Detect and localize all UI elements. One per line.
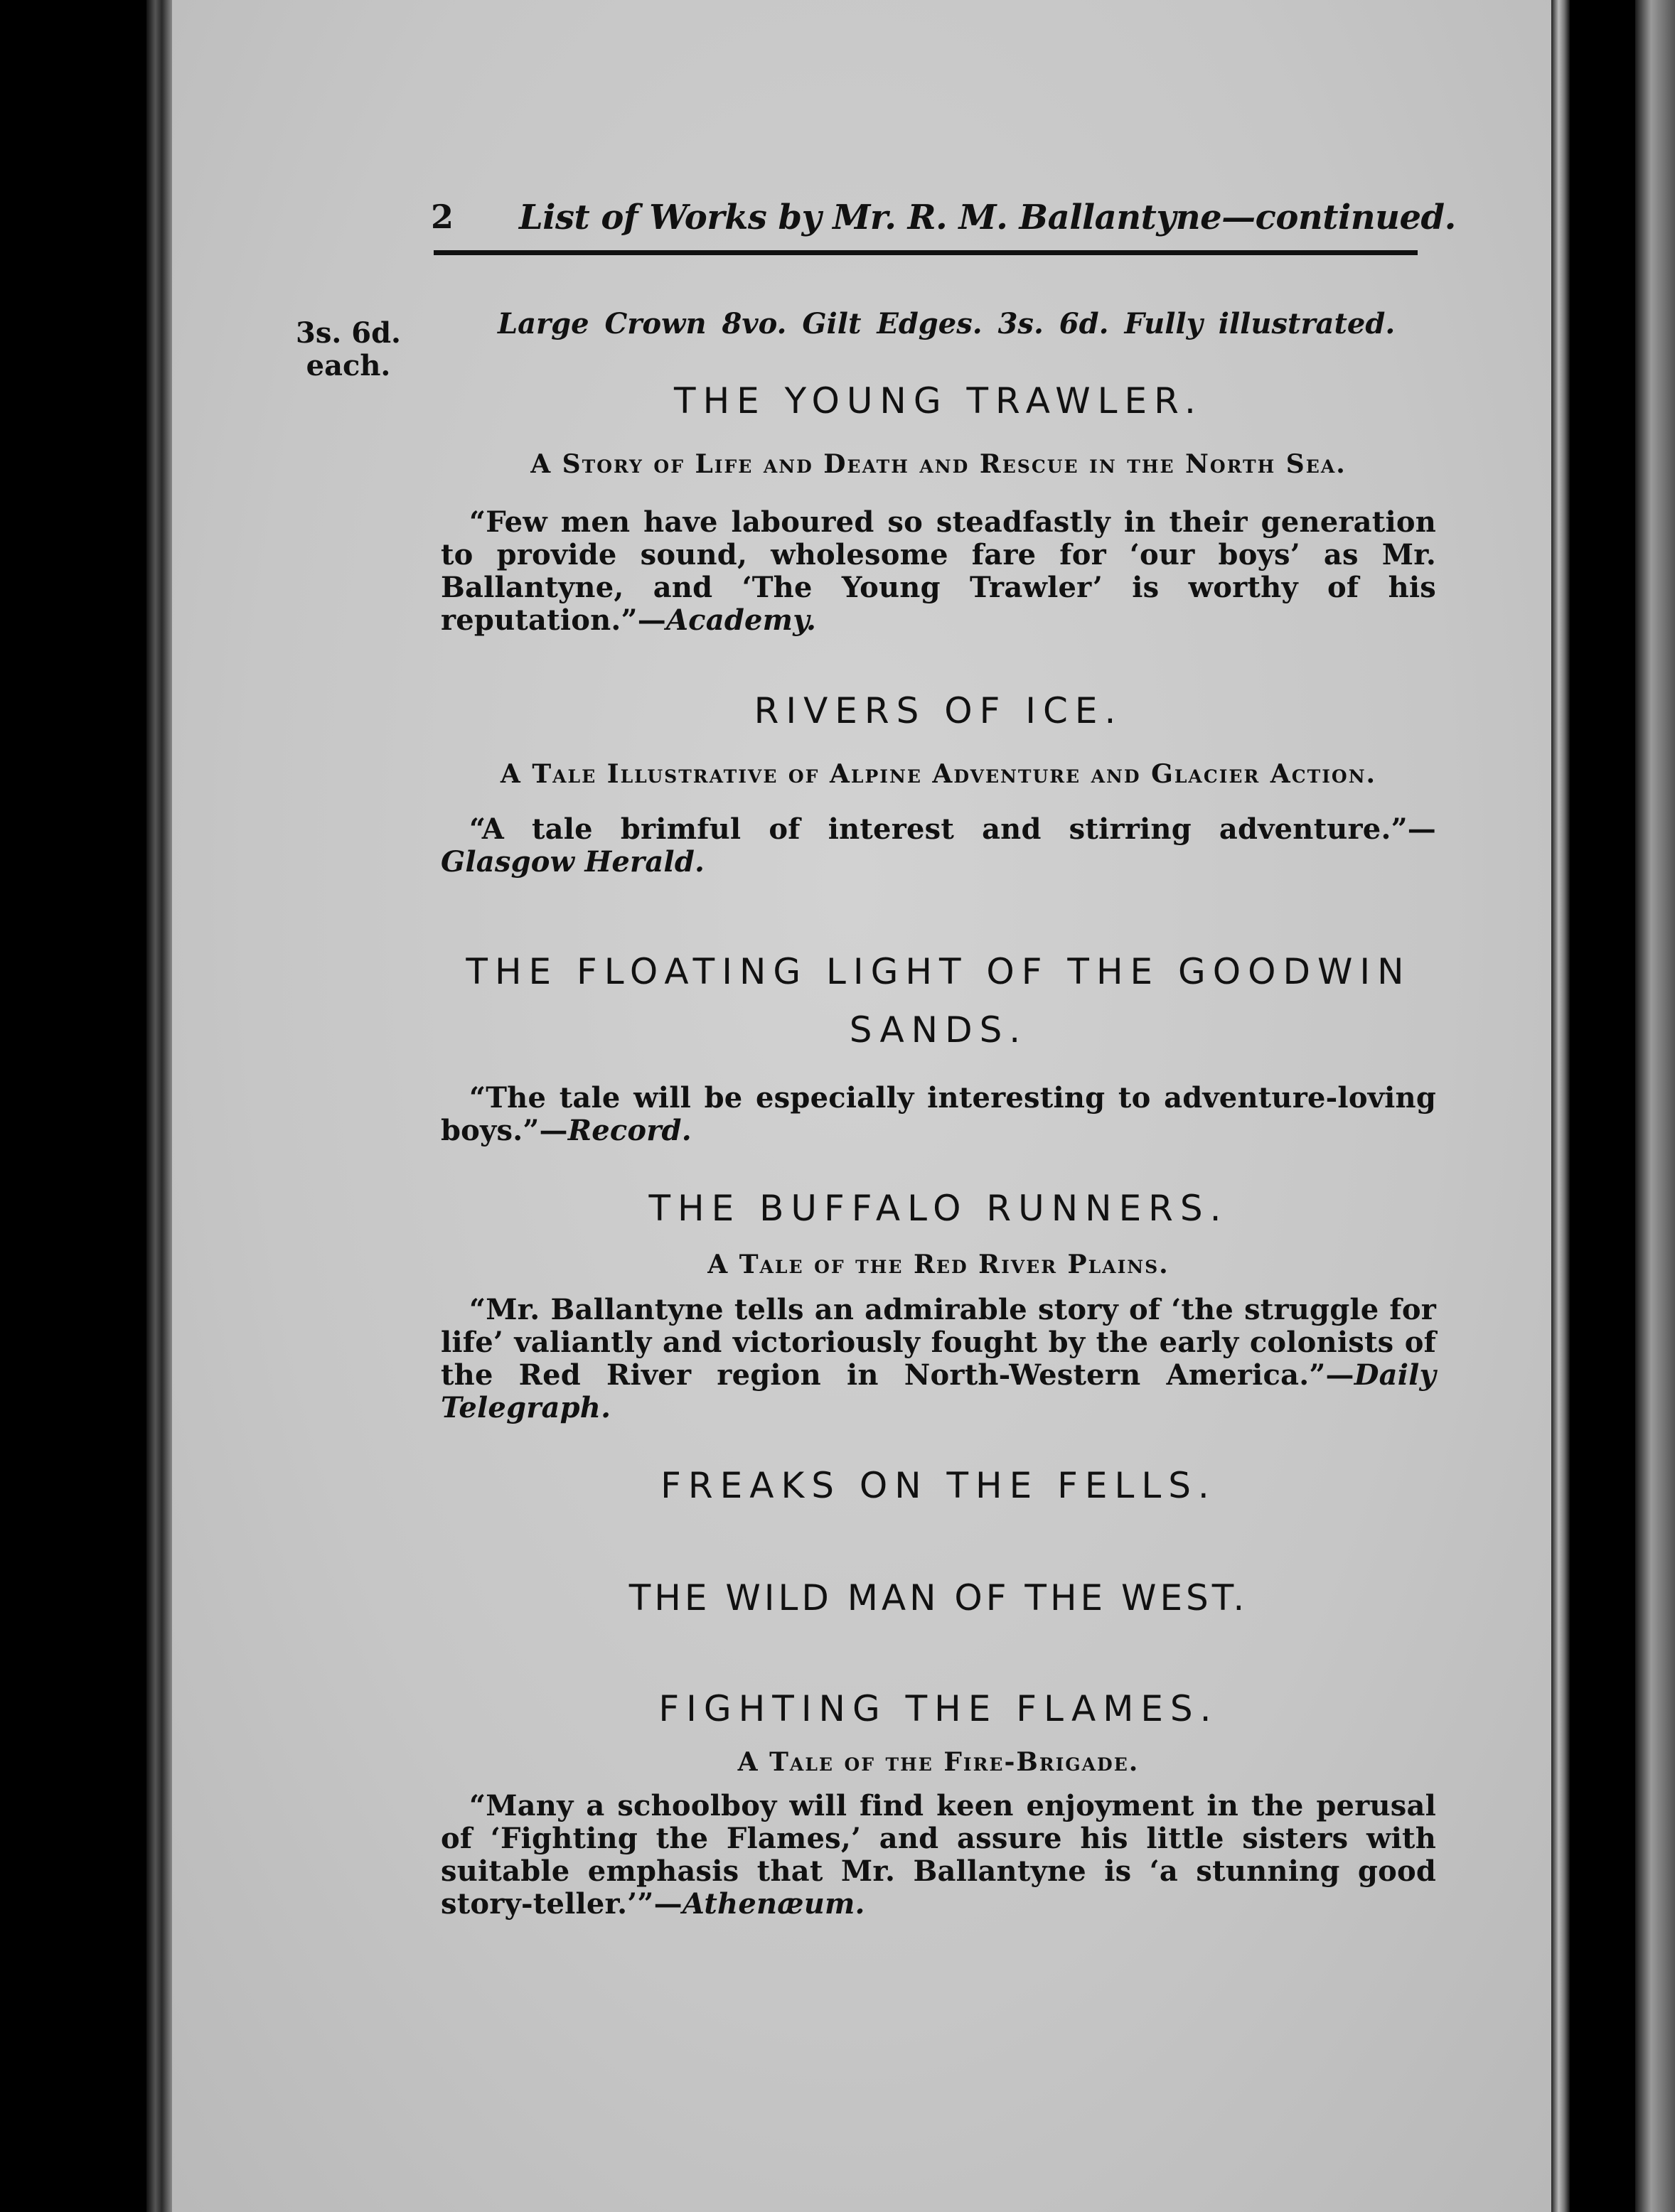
book-entry [441,1460,1436,1511]
book-entry [441,1683,1436,1921]
quote-source: Glasgow Herald. [441,845,705,879]
book-title: FIGHTING THE FLAMES. [658,1688,1219,1729]
book-entry [441,943,1436,1147]
quote-text: “Mr. Ballantyne tells an admirable story of ‘the struggle for life’ valiantly and victoriously fought by the early colonists of the Red River region in North-Western America.”— [441,1293,1436,1392]
review-quote [441,1294,1436,1424]
review-quote [441,1082,1436,1147]
quote-source: Record. [567,1114,692,1147]
quote-text: “Few men have laboured so steadfastly in their generation to provide sound, wholesome fare for ‘our boys’ as Mr. Ballantyne, and ‘The Young Trawler’ is worthy of his reputation.”— [441,505,1436,637]
header-rule [434,250,1418,255]
book-entry [441,1572,1436,1623]
quote-source: Athenæum. [682,1887,865,1921]
book-entry [441,375,1436,637]
book-entry [441,685,1436,879]
page-right-edge [1551,0,1570,2212]
quote-text: “The tale will be especially interesting to adventure-loving boys.”— [441,1081,1436,1147]
review-quote [441,1790,1436,1921]
quote-text: “A tale brimful of interest and stirring adventure.”— [469,812,1436,846]
book-title: THE FLOATING LIGHT OF THE GOODWIN SANDS. [466,951,1411,1051]
review-quote [441,813,1436,879]
book-subtitle: A Tale of the Red River Plains. [707,1250,1170,1279]
page-number: 2 [431,198,454,236]
book-spine-edge [146,0,172,2212]
quote-source: Daily Telegraph. [441,1358,1436,1424]
book-subtitle: A Tale Illustrative of Alpine Adventure and Glacier Action. [500,759,1377,789]
book-title: RIVERS OF ICE. [754,690,1123,731]
price-note: 3s. 6d. each. [296,316,401,382]
book-title: THE YOUNG TRAWLER. [674,380,1203,422]
review-quote [441,506,1436,637]
quote-text: “Many a schoolboy will find keen enjoyment in the perusal of ‘Fighting the Flames,’ and assure his little sisters with suitable emphasis that Mr. Ballantyne is ‘a stunning good story-teller.’”— [441,1789,1436,1921]
book-title: THE WILD MAN OF THE WEST. [628,1577,1248,1618]
running-head: List of Works by Mr. R. M. Ballantyne—continued. [519,198,1456,237]
book-title: THE BUFFALO RUNNERS. [648,1188,1229,1229]
format-line: Large Crown 8vo. Gilt Edges. 3s. 6d. Fully illustrated. [498,307,1396,340]
page-header [431,192,1456,249]
book-subtitle: A Story of Life and Death and Rescue in the North Sea. [530,449,1347,479]
book-entry [441,1183,1436,1424]
quote-source: Academy. [665,603,817,637]
book-title: FREAKS ON THE FELLS. [660,1465,1216,1506]
facing-page-edge [1570,0,1675,2212]
book-subtitle: A Tale of the Fire-Brigade. [737,1747,1140,1777]
